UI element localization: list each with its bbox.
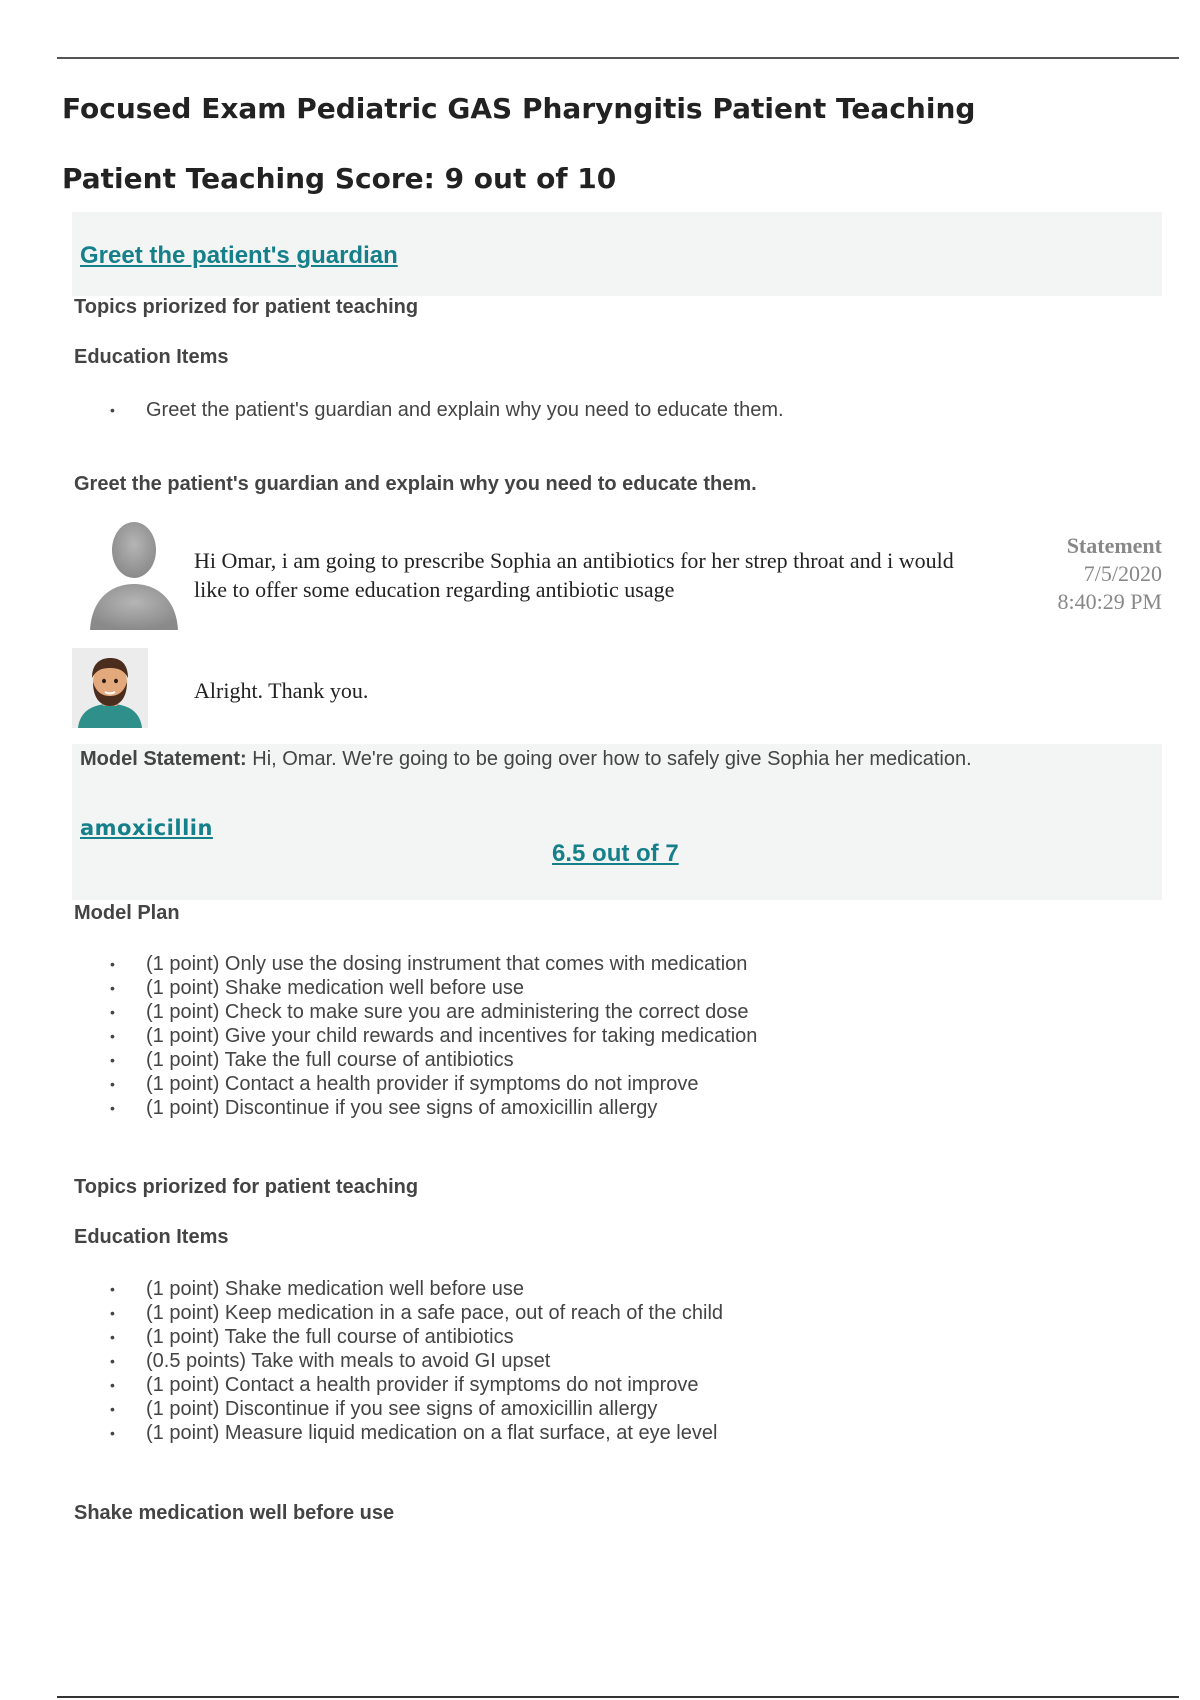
statement-type: Statement xyxy=(1066,533,1162,558)
greet-education-list xyxy=(108,398,784,422)
list-item: • (0.5 points) Take with meals to avoid GI upset xyxy=(108,1349,723,1373)
topics-prioritized-label: Topics priorized for patient teaching xyxy=(74,296,419,318)
nurse-statement: Hi Omar, i am going to prescribe Sophia an antibiotics for her strep throat and i would like to offer some education regarding antibiotic usage xyxy=(194,548,954,602)
amoxicillin-link[interactable]: amoxicillin xyxy=(80,816,213,840)
list-item: • (1 point) Measure liquid medication on a flat surface, at eye level xyxy=(108,1421,723,1445)
greet-guardian-link[interactable]: Greet the patient's guardian xyxy=(80,242,398,269)
list-item: • (1 point) Discontinue if you see signs of amoxicillin allergy xyxy=(108,1096,757,1120)
statement-time: 8:40:29 PM xyxy=(1057,589,1162,614)
page-title: Focused Exam Pediatric GAS Pharyngitis Patient Teaching xyxy=(62,92,976,125)
topics-prioritized-label-2: Topics priorized for patient teaching xyxy=(74,1176,419,1198)
list-item: • (1 point) Take the full course of antibiotics xyxy=(108,1325,723,1349)
top-divider xyxy=(57,57,1179,59)
education-items-label: Education Items xyxy=(74,346,229,368)
amoxicillin-score-link[interactable]: 6.5 out of 7 xyxy=(552,840,679,867)
list-item: • (1 point) Keep medication in a safe pace, out of reach of the child xyxy=(108,1301,723,1325)
shake-medication-subheading: Shake medication well before use xyxy=(74,1502,395,1524)
list-item: • (1 point) Contact a health provider if symptoms do not improve xyxy=(108,1072,757,1096)
list-item: • (1 point) Check to make sure you are administering the correct dose xyxy=(108,1000,757,1024)
person-silhouette-icon xyxy=(84,516,184,630)
greet-subheading: Greet the patient's guardian and explain why you need to educate them. xyxy=(74,473,757,495)
education-items-label-2: Education Items xyxy=(74,1226,229,1248)
list-item: • (1 point) Take the full course of antibiotics xyxy=(108,1048,757,1072)
list-item: • (1 point) Shake medication well before use xyxy=(108,1277,723,1301)
guardian-reply: Alright. Thank you. xyxy=(194,678,369,703)
model-statement-label: Model Statement: xyxy=(80,748,247,770)
list-item: • (1 point) Give your child rewards and incentives for taking medication xyxy=(108,1024,757,1048)
model-plan-label: Model Plan xyxy=(74,902,180,924)
model-statement-text: Hi, Omar. We're going to be going over how to safely give Sophia her medication. xyxy=(246,748,972,770)
teaching-score: Patient Teaching Score: 9 out of 10 xyxy=(62,162,617,195)
amoxicillin-education-list xyxy=(108,1277,723,1445)
list-item: • (1 point) Discontinue if you see signs of amoxicillin allergy xyxy=(108,1397,723,1421)
list-item: • Greet the patient's guardian and explain why you need to educate them. xyxy=(108,398,784,422)
list-item: • (1 point) Only use the dosing instrument that comes with medication xyxy=(108,952,757,976)
list-item: • (1 point) Contact a health provider if symptoms do not improve xyxy=(108,1373,723,1397)
list-item: • (1 point) Shake medication well before use xyxy=(108,976,757,1000)
bearded-man-avatar-icon xyxy=(72,648,148,728)
bottom-divider xyxy=(57,1696,1179,1698)
statement-meta xyxy=(1057,532,1162,616)
statement-date: 7/5/2020 xyxy=(1083,561,1162,586)
model-plan-list xyxy=(108,952,757,1120)
model-statement xyxy=(80,748,972,771)
